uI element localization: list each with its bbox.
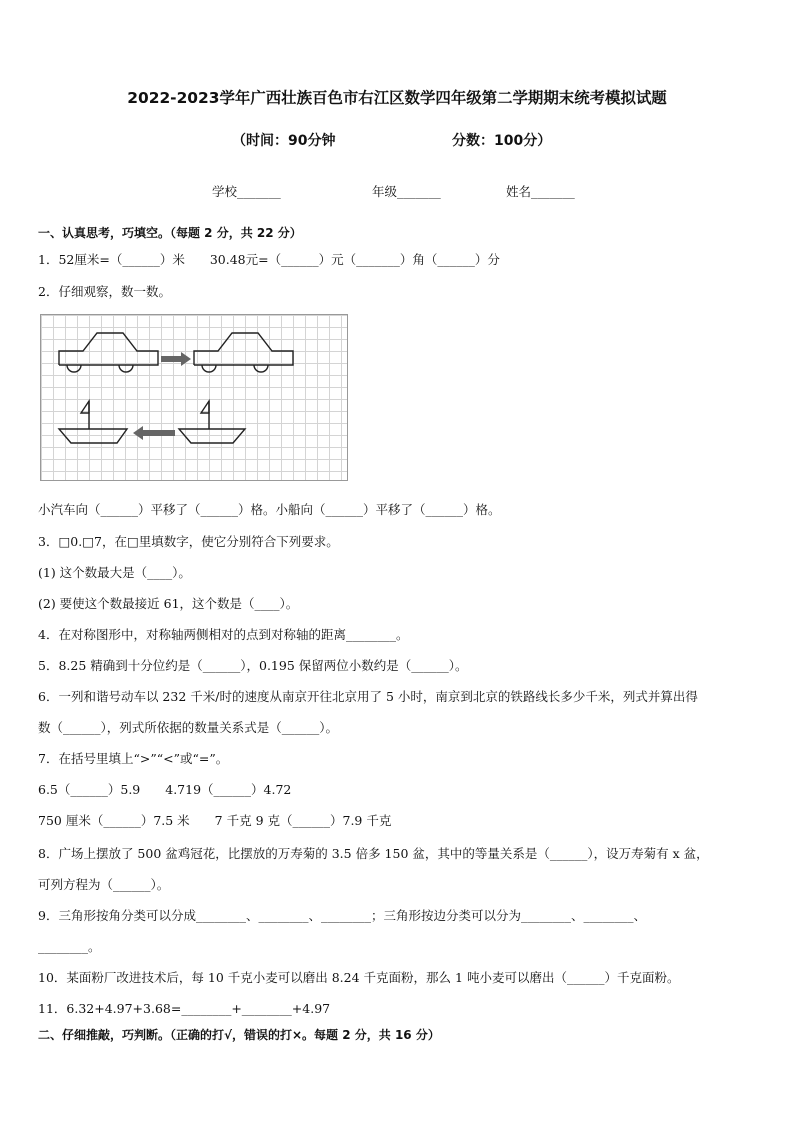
question-7-row-2: 750 厘米（______）7.5 米 7 千克 9 克（______）7.9 千克 xyxy=(38,813,392,828)
question-3-part-2: (2) 要使这个数最接近 61，这个数是（____）。 xyxy=(38,596,299,611)
question-6-line-2: 数（______），列式所依据的数量关系式是（______）。 xyxy=(38,720,339,735)
question-3: 3．□0.□7，在□里填数字，使它分别符合下列要求。 xyxy=(38,534,339,549)
question-9-line-2: ________。 xyxy=(38,939,101,954)
boat-shape-left xyxy=(59,401,127,443)
question-7-row-1: 6.5（______）5.9 4.719（______）4.72 xyxy=(38,782,292,797)
question-2: 2．仔细观察，数一数。 xyxy=(38,284,171,299)
question-8-line-1: 8．广场上摆放了 500 盆鸡冠花，比摆放的万寿菊的 3.5 倍多 150 盆，其中的等量关系是（______），设万寿菊有 x 盆， xyxy=(38,846,709,861)
boat-shape-right xyxy=(179,401,245,443)
question-9-line-1: 9．三角形按角分类可以分成________、________、________；三角形按边分类可以分为________、________、 xyxy=(38,908,646,923)
exam-title: 2022-2023学年广西壮族百色市右江区数学四年级第二学期期末统考模拟试题 xyxy=(127,89,667,107)
question-2-answer: 小汽车向（______）平移了（______）格。小船向（______）平移了（______）格。 xyxy=(38,502,501,517)
section-1-heading: 一、认真思考，巧填空。（每题 2 分，共 22 分） xyxy=(38,226,302,240)
question-5: 5．8.25 精确到十分位约是（______），0.195 保留两位小数约是（______）。 xyxy=(38,658,468,673)
left-arrow-icon xyxy=(133,426,175,440)
school-field: 学校_______ xyxy=(212,184,281,199)
question-11: 11．6.32+4.97+3.68=________+________+4.97 xyxy=(38,1001,331,1016)
time-limit: （时间：90分钟 xyxy=(232,133,336,149)
question-10: 10．某面粉厂改进技术后，每 10 千克小麦可以磨出 8.24 千克面粉，那么 1 吨小麦可以磨出（______）千克面粉。 xyxy=(38,970,680,985)
question-7: 7．在括号里填上“>”“<”或“=”。 xyxy=(38,751,229,766)
translation-diagram xyxy=(41,315,347,480)
name-field: 姓名_______ xyxy=(506,184,575,199)
section-2-heading: 二、仔细推敲，巧判断。（正确的打√，错误的打×。每题 2 分，共 16 分） xyxy=(38,1028,440,1042)
question-4: 4．在对称图形中，对称轴两侧相对的点到对称轴的距离________。 xyxy=(38,627,409,642)
question-1: 1．52厘米=（______）米 30.48元=（______）元（_______）角（______）分 xyxy=(38,252,500,267)
question-6-line-1: 6．一列和谐号动车以 232 千米/时的速度从南京开往北京用了 5 小时，南京到北京的铁路线长多少千米，列式并算出得 xyxy=(38,689,698,704)
car-shape-left xyxy=(59,333,158,372)
question-8-line-2: 可列方程为（______）。 xyxy=(38,877,170,892)
question-3-part-1: (1) 这个数最大是（____）。 xyxy=(38,565,191,580)
total-score: 分数：100分） xyxy=(452,133,552,149)
translation-grid-figure xyxy=(40,314,348,481)
grade-field: 年级_______ xyxy=(372,184,441,199)
car-shape-right xyxy=(194,333,293,372)
right-arrow-icon xyxy=(161,352,191,366)
